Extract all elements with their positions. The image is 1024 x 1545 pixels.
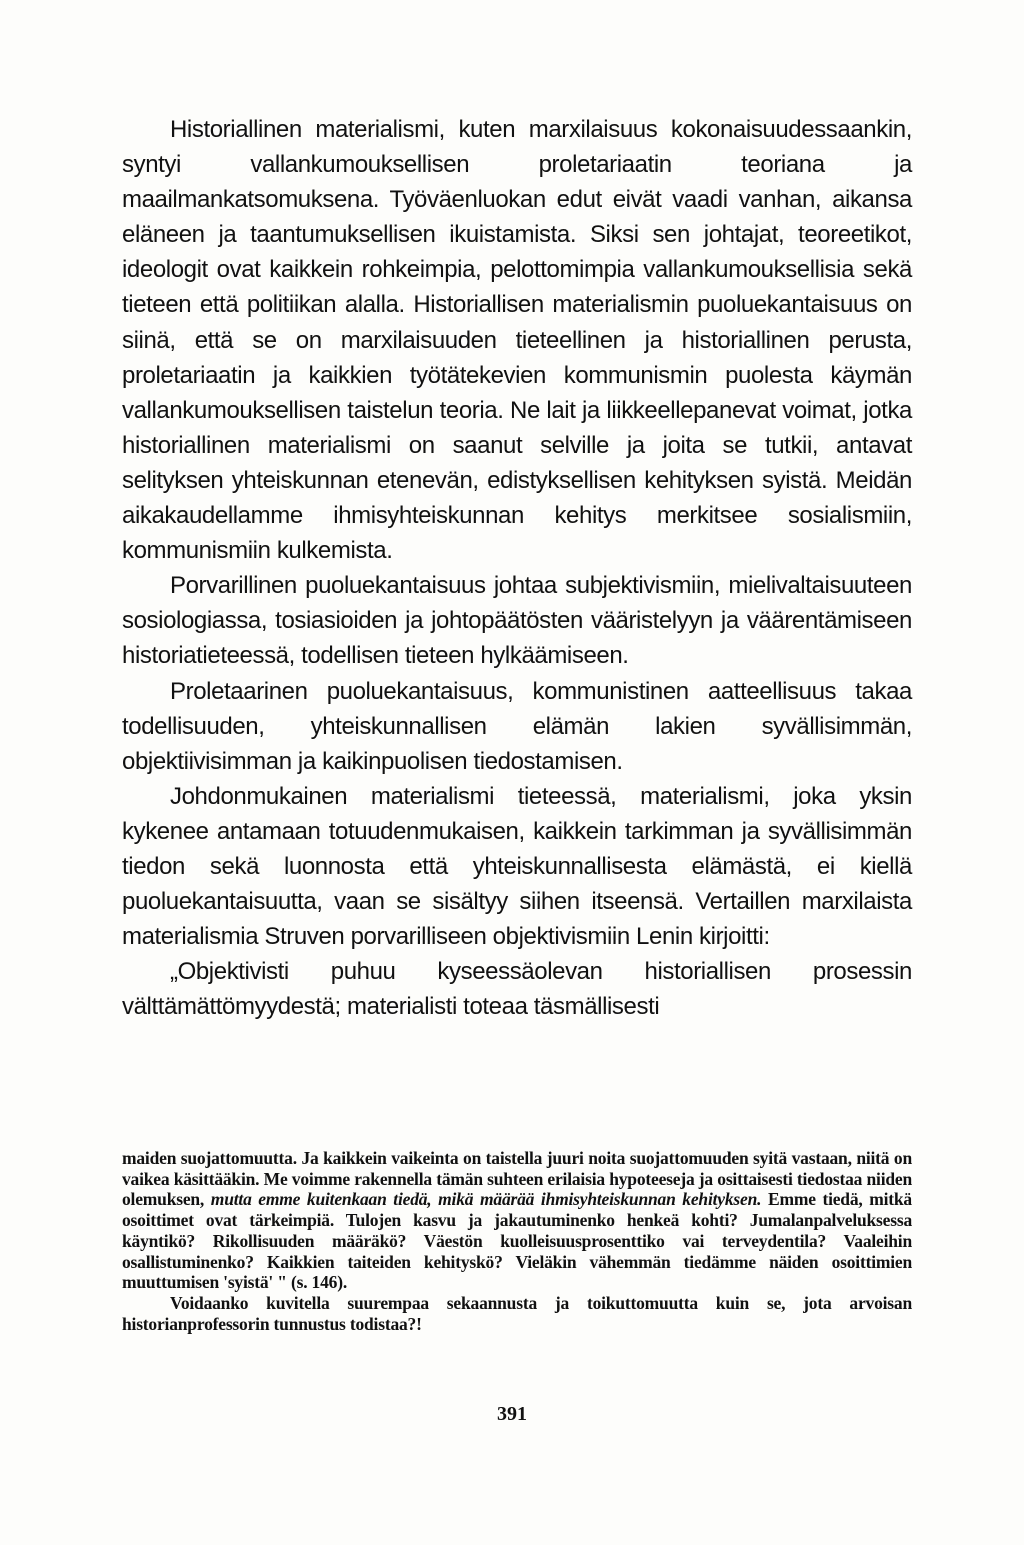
- paragraph-1: Historiallinen materialismi, kuten marxilaisuus kokonaisuudessaankin, syntyi vallankumouksellisen proletariaatin teoriana ja maailmankatsomuksena. Työväenluokan edut eivät vaadi vanhan, aikansa eläneen ja taantumuksellisen ikuistamista. Siksi sen johtajat, teoreetikot, ideologit ovat kaikkein rohkeimpia, pelottomimpia vallankumouksellisia sekä tieteen että politiikan alalla. Historiallisen materialismin puoluekantaisuus on siinä, että se on marxilaisuuden tieteellinen ja historiallinen perusta, proletariaatin ja kaikkien työtätekevien kommunismin puolesta käymän vallankumouksellisen taistelun teoria. Ne lait ja liikkeellepanevat voimat, jotka historiallinen materialismi on saanut selville ja joita se tutkii, antavat selityksen yhteiskunnan etenevän, edistyksellisen kehityksen syistä. Meidän aikakaudellamme ihmisyhteiskunnan kehitys merkitsee sosialismiin, kommunismiin kulkemista.: [122, 116, 912, 565]
- footnote-text-b: Emme tiedä, mitkä osoittimet ovat tärkeimpiä. Tulojen kasvu ja jakautuminenko henkeä kohti? Jumalanpalveluksessa käyntikö? Rikollisuuden määräkö? Väestön kuolleisuusprosenttiko vai terveydentila? Vaaleihin osallistuminenko? Kaikkien taiteiden kehityskö? Vieläkin vähemmän tiedämme näiden osoittimien muuttumisen 'syistä' " (s. 146).: [122, 1189, 912, 1293]
- paragraph-2: Porvarillinen puoluekantaisuus johtaa subjektivismiin, mielivaltaisuuteen sosiologiassa, tosiasioiden ja johtopäätösten vääristelyyn ja väärentämiseen historiatieteessä, todellisen tieteen hylkäämiseen.: [122, 572, 912, 670]
- footnote-paragraph-1: [122, 1148, 912, 1293]
- paragraph-5-quote: „Objektivisti puhuu kyseessäolevan historiallisen prosessin välttämättömyydestä; materialisti toteaa täsmällisesti: [122, 958, 912, 1021]
- footnote-emphasis: mutta emme kuitenkaan tiedä, mikä määrää ihmisyhteiskunnan kehityksen.: [210, 1189, 762, 1210]
- footnote-paragraph-2: Voidaanko kuvitella suurempaa sekaannusta ja toikuttomuutta kuin se, jota arvoisan historianprofessorin tunnustus todistaa?!: [122, 1292, 912, 1334]
- main-text: [122, 112, 912, 1024]
- paragraph-4: Johdonmukainen materialismi tieteessä, materialismi, joka yksin kykenee antamaan totuudenmukaisen, kaikkein tarkimman ja syvällisimmän tiedon sekä luonnosta että yhteiskunnallisesta elämästä, ei kiellä puoluekantaisuutta, vaan se sisältyy siihen itseensä. Vertaillen marxilaista materialismia Struven porvarilliseen objektivismiin Lenin kirjoitti:: [122, 782, 912, 951]
- footnote: [122, 1148, 912, 1334]
- page-number: 391: [497, 1403, 527, 1425]
- footnote-text-a: maiden suojattomuutta. Ja kaikkein vaikeinta on taistella juuri noita suojattomuuden syitä vastaan, niitä on vaikea käsittääkin. Me voimme rakennella tämän suhteen erilaisia hypoteeseja ja osittaisesti tiedostaa niiden olemuksen,: [122, 1148, 912, 1210]
- paragraph-3: Proletaarinen puoluekantaisuus, kommunistinen aatteellisuus takaa todellisuuden, yhteiskunnallisen elämän lakien syvällisimmän, objektiivisimman ja kaikinpuolisen tiedostamisen.: [122, 677, 912, 775]
